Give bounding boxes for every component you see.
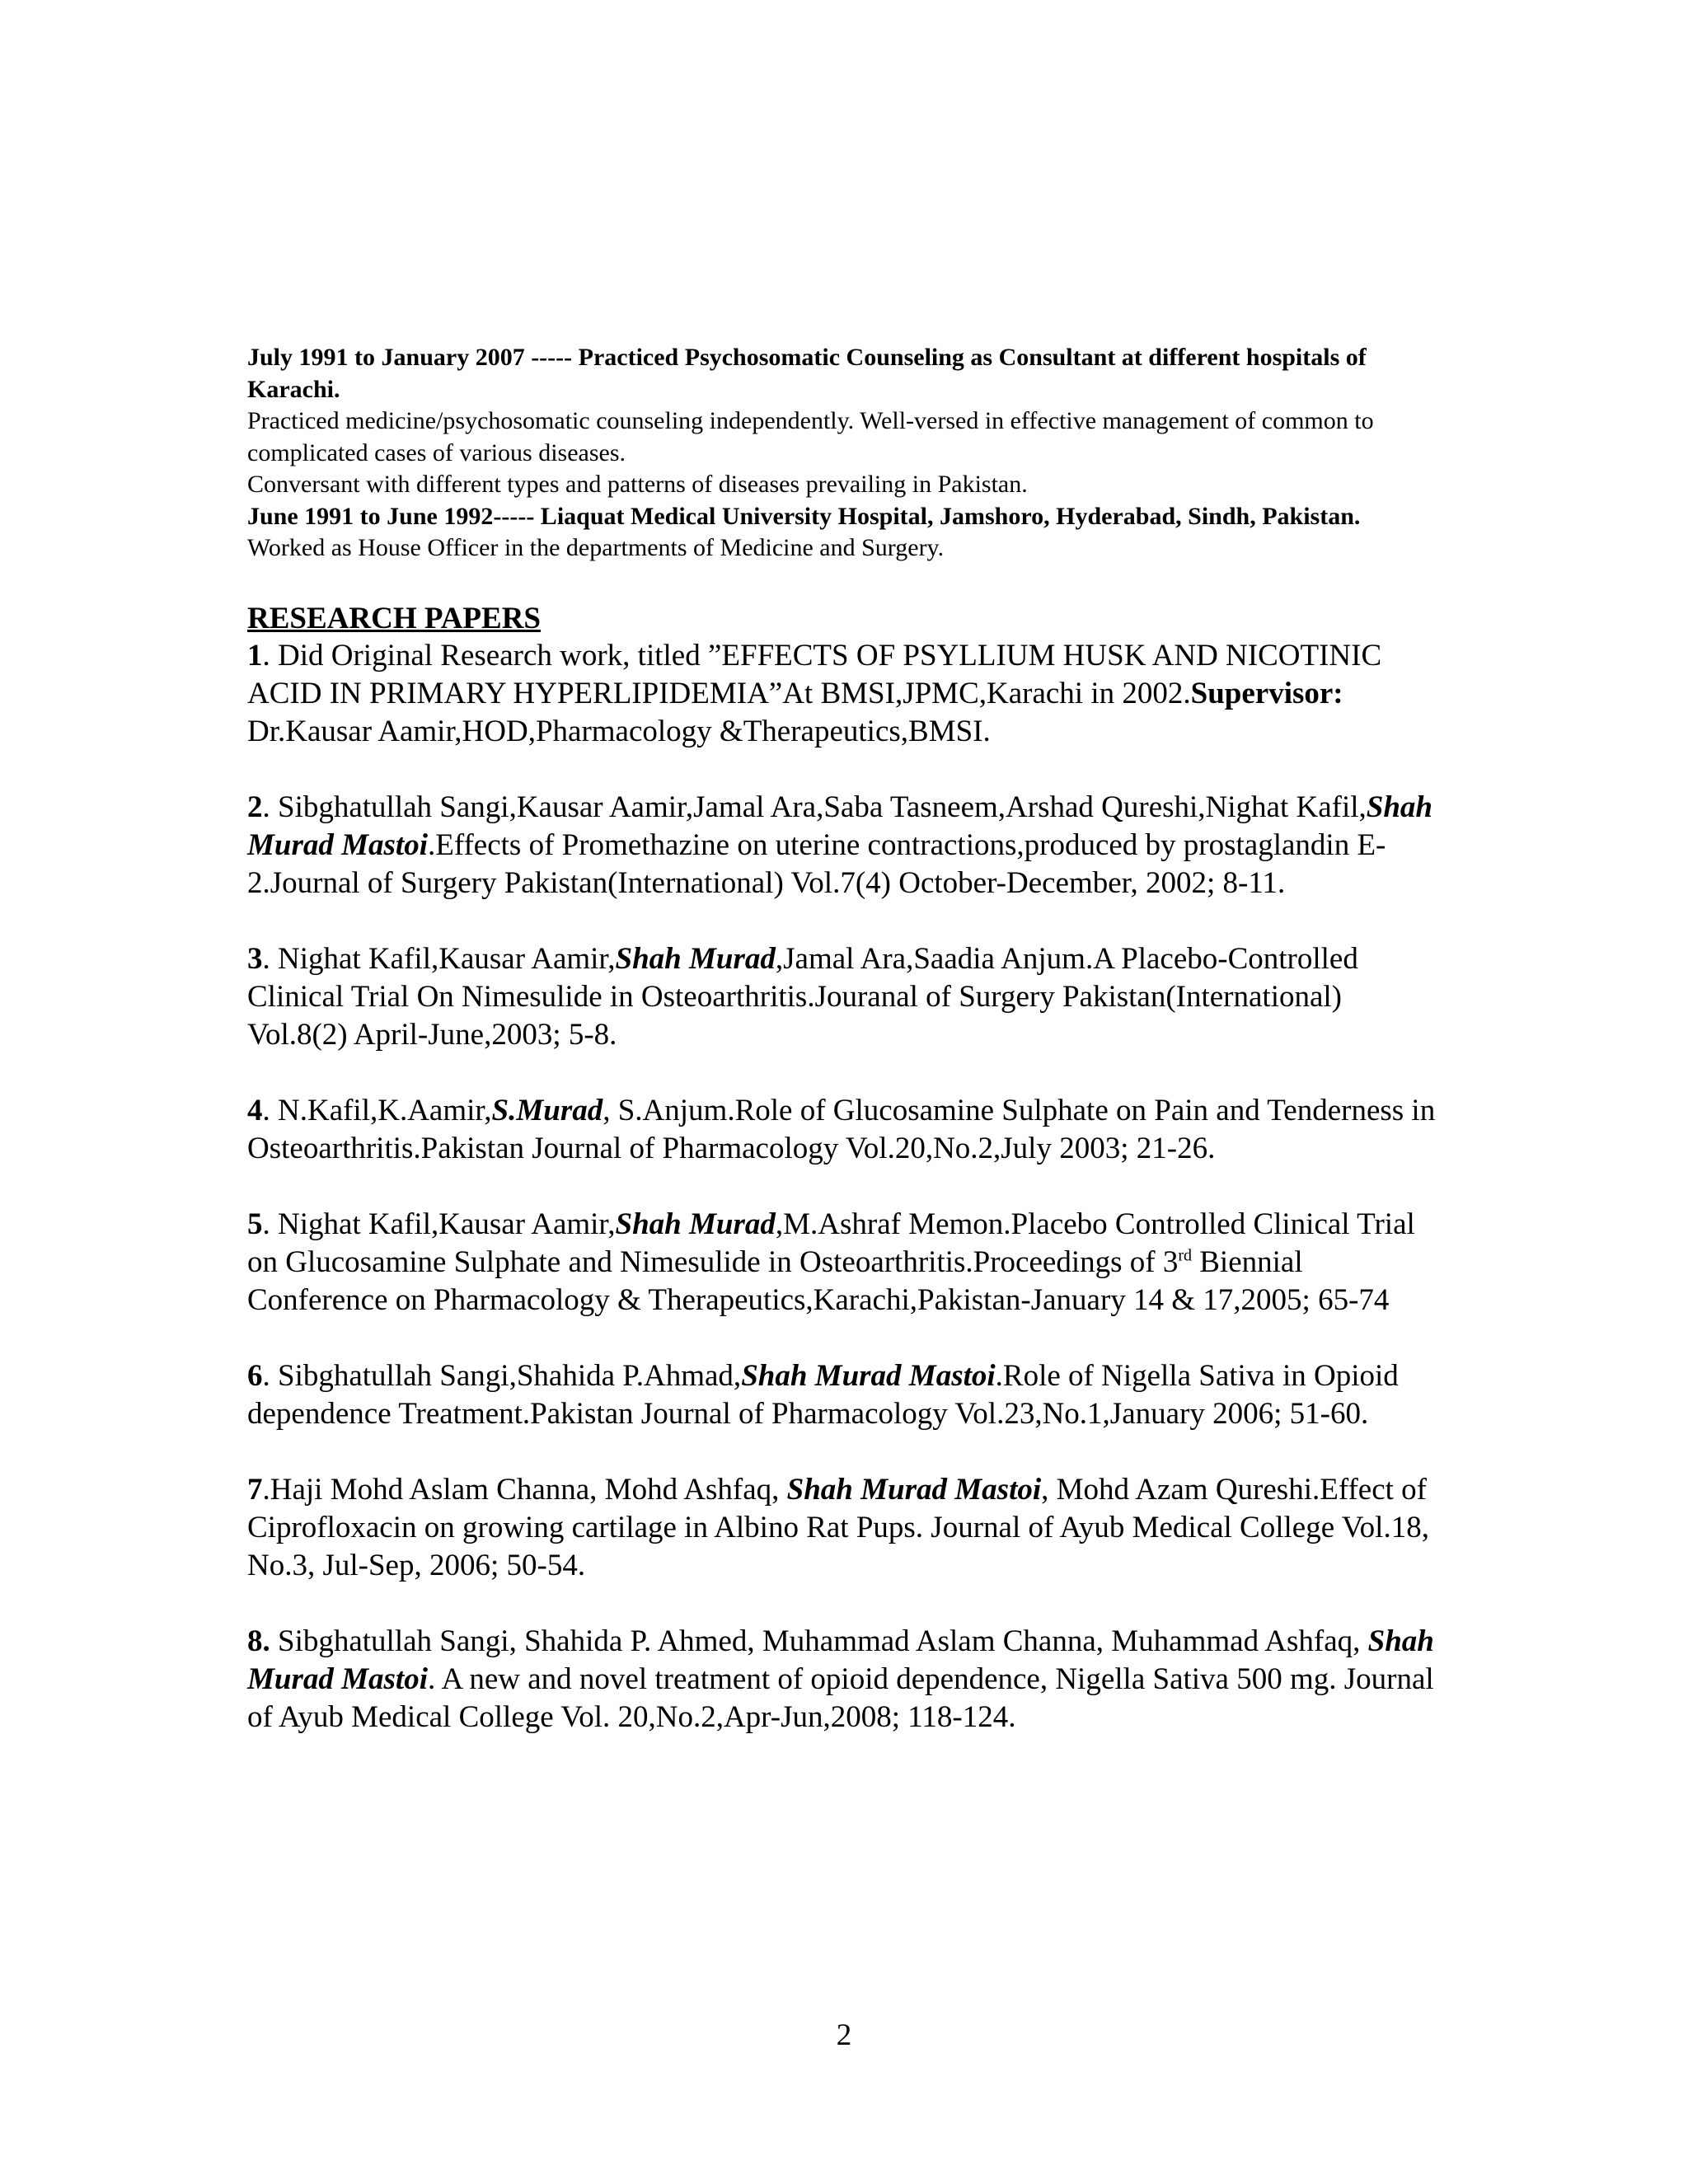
citation-text: .Haji Mohd Aslam Channa, Mohd Ashfaq,: [262, 1472, 787, 1507]
experience-text-1: Practiced medicine/psychosomatic counseling independently. Well-versed in effective management of common to complicated cases of various diseases.: [247, 407, 1374, 466]
citation-text: . A new and novel treatment of opioid dependence, Nigella Sativa 500 mg. Journal of Ayub Medical College Vol. 20,No.2,Apr-Jun,2008; 118-124.: [247, 1661, 1434, 1734]
paper-number: 8.: [247, 1624, 270, 1658]
author-highlight: S.Murad: [491, 1093, 603, 1127]
citation-text: . Did Original Research work, titled ”EFFECTS OF PSYLLIUM HUSK AND NICOTINIC ACID IN PRIMARY HYPERLIPIDEMIA”At BMSI,JPMC,Karachi in 2002.: [247, 638, 1382, 710]
research-paper-5: [247, 1206, 1442, 1319]
citation-text: . Nighat Kafil,Kausar Aamir,: [262, 1207, 616, 1241]
research-paper-2: [247, 789, 1442, 902]
paper-number: 4: [247, 1093, 263, 1127]
ordinal-superscript: rd: [1178, 1246, 1192, 1265]
citation-text: , Mohd Azam Qureshi.Effect of Ciprofloxacin on growing cartilage in Albino Rat Pups. Journal of Ayub Medical College Vol.18, No.3, Jul-Sep, 2006; 50-54.: [247, 1472, 1429, 1582]
author-highlight: Shah Murad Mastoi: [786, 1472, 1042, 1507]
document-page: [247, 342, 1442, 1774]
citation-text: .Role of Nigella Sativa in Opioid dependence Treatment.Pakistan Journal of Pharmacology Vol.23,No.1,January 2006; 51-60.: [247, 1358, 1399, 1431]
research-papers-list: [247, 637, 1442, 1736]
research-paper-8: [247, 1623, 1442, 1736]
research-paper-7: [247, 1471, 1442, 1585]
research-paper-1: [247, 637, 1442, 751]
author-highlight: Shah Murad: [615, 941, 776, 976]
paper-number: 3: [247, 941, 263, 976]
paper-number: 7: [247, 1472, 263, 1507]
citation-text: . Sibghatullah Sangi,Kausar Aamir,Jamal Ara,Saba Tasneem,Arshad Qureshi,Nighat Kafil,: [262, 790, 1367, 824]
paper-number: 5: [247, 1207, 263, 1241]
experience-text-3: Worked as House Officer in the departments of Medicine and Surgery.: [247, 534, 945, 561]
citation-text: . Sibghatullah Sangi,Shahida P.Ahmad,: [262, 1358, 742, 1393]
citation-text: . Nighat Kafil,Kausar Aamir,: [262, 941, 616, 976]
experience-text-2: Conversant with different types and patterns of diseases prevailing in Pakistan.: [247, 471, 1028, 498]
author-highlight: Shah Murad: [615, 1207, 776, 1241]
paper-number: 6: [247, 1358, 263, 1393]
research-papers-title: RESEARCH PAPERS: [247, 601, 541, 635]
author-highlight: Shah Murad Mastoi: [247, 1624, 1434, 1696]
experience-heading-2: June 1991 to June 1992----- Liaquat Medical University Hospital, Jamshoro, Hyderabad, Sindh, Pakistan.: [247, 502, 1361, 530]
author-highlight: Shah Murad Mastoi: [247, 790, 1433, 862]
paper-number: 2: [247, 790, 263, 824]
citation-text: Biennial Conference on Pharmacology & Therapeutics,Karachi,Pakistan-January 14 & 17,2005; 65-74: [247, 1244, 1390, 1317]
citation-text: . N.Kafil,K.Aamir,: [262, 1093, 492, 1127]
citation-text: .Effects of Promethazine on uterine contractions,produced by prostaglandin E-2.Journal of Surgery Pakistan(International) Vol.7(4) October-December, 2002; 8-11.: [247, 827, 1386, 900]
citation-text: ,Jamal Ara,Saadia Anjum.A Placebo-Controlled Clinical Trial On Nimesulide in Osteoarthritis.Jouranal of Surgery Pakistan(International) Vol.8(2) April-June,2003; 5-8.: [247, 941, 1358, 1052]
citation-text: ,M.Ashraf Memon.Placebo Controlled Clinical Trial on Glucosamine Sulphate and Nimesulide in Osteoarthritis.Proceedings of 3: [247, 1207, 1415, 1279]
research-paper-6: [247, 1357, 1442, 1433]
citation-text: Dr.Kausar Aamir,HOD,Pharmacology &Therapeutics,BMSI.: [247, 714, 991, 748]
citation-text: , S.Anjum.Role of Glucosamine Sulphate on Pain and Tenderness in Osteoarthritis.Pakistan Journal of Pharmacology Vol.20,No.2,July 2003; 21-26.: [247, 1093, 1436, 1165]
experience-section: [247, 342, 1442, 565]
research-paper-3: [247, 940, 1442, 1054]
citation-text: Sibghatullah Sangi, Shahida P. Ahmed, Muhammad Aslam Channa, Muhammad Ashfaq,: [270, 1624, 1368, 1658]
supervisor-label: Supervisor:: [1190, 676, 1343, 710]
page-number: 2: [836, 2018, 852, 2052]
research-paper-4: [247, 1092, 1442, 1168]
author-highlight: Shah Murad Mastoi: [741, 1358, 996, 1393]
experience-heading-1: July 1991 to January 2007 ----- Practiced Psychosomatic Counseling as Consultant at different hospitals of Karachi.: [247, 344, 1367, 403]
paper-number: 1: [247, 638, 263, 673]
